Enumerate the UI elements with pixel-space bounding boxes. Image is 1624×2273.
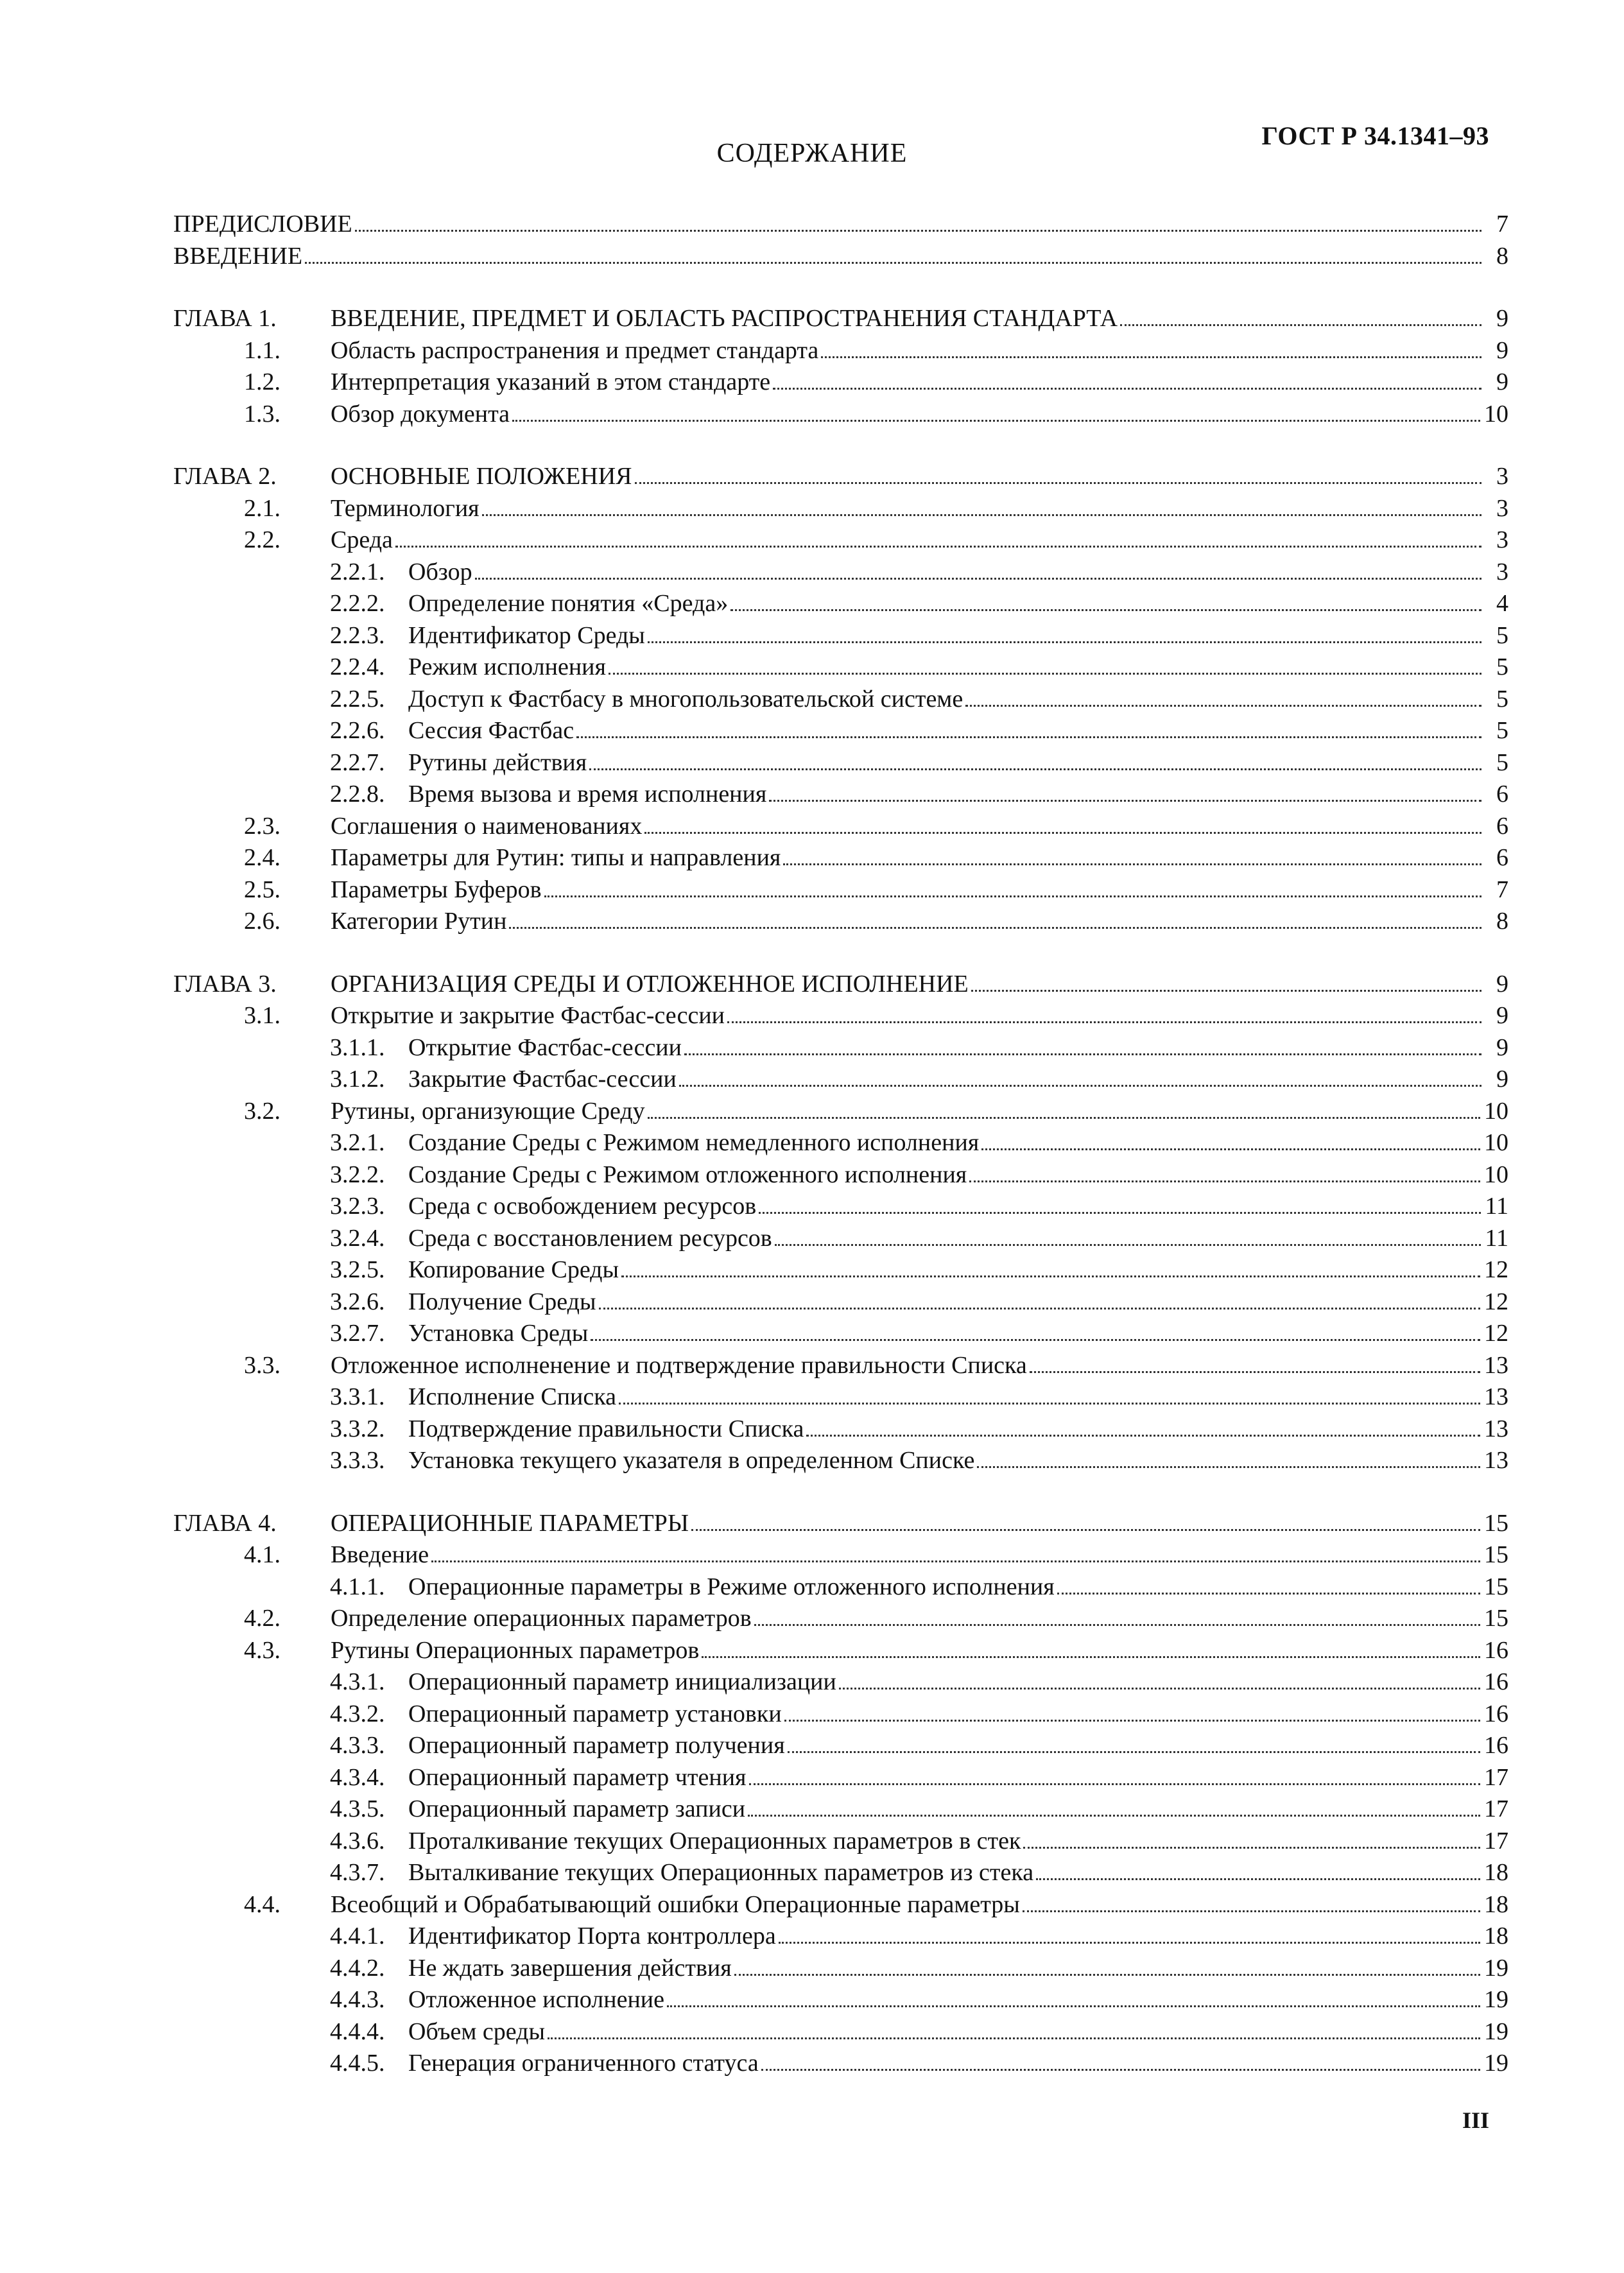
toc-entry-number: 2.5. xyxy=(244,876,281,903)
toc-entry-title: Режим исполнения xyxy=(408,653,606,680)
dot-leader xyxy=(609,672,1481,675)
toc-entry-number: 2.2.5. xyxy=(330,685,385,713)
toc-entry-number: 3.2.6. xyxy=(330,1288,385,1315)
toc-entry-title: Рутины Операционных параметров xyxy=(331,1636,700,1664)
toc-entry xyxy=(173,1826,1508,1858)
toc-entry-number: 3.2.2. xyxy=(330,1161,385,1188)
toc-entry-page: 17 xyxy=(1484,1763,1508,1791)
toc-entry-title: ОПЕРАЦИОННЫЕ ПАРАМЕТРЫ xyxy=(331,1509,689,1537)
toc-entry xyxy=(173,1318,1508,1350)
page-title: СОДЕРЖАНИЕ xyxy=(716,139,908,168)
dot-leader xyxy=(482,514,1481,516)
toc-entry-title: Закрытие Фастбас-сессии xyxy=(408,1066,677,1093)
toc-entry xyxy=(173,1953,1508,1985)
toc-entry xyxy=(173,1603,1508,1635)
toc-entry xyxy=(173,1286,1508,1318)
toc-entry-number: 3.2. xyxy=(244,1097,281,1125)
toc-entry-page: 13 xyxy=(1484,1383,1508,1410)
toc-entry xyxy=(173,241,1508,273)
toc-entry-page: 3 xyxy=(1496,494,1508,522)
dot-leader xyxy=(730,609,1481,611)
dot-leader xyxy=(749,1783,1480,1785)
toc-entry-title: Сессия Фастбас xyxy=(408,717,574,744)
dot-leader xyxy=(783,863,1481,865)
toc-entry-title: Среда xyxy=(331,526,393,553)
toc-entry-page: 11 xyxy=(1485,1193,1508,1220)
toc-entry-number: 4.3.5. xyxy=(330,1795,385,1822)
dot-leader xyxy=(784,1719,1480,1722)
toc-entry-page: 9 xyxy=(1496,336,1508,364)
toc-entry-page: 6 xyxy=(1496,781,1508,808)
toc-entry-number: 2.6. xyxy=(244,908,281,935)
toc-entry-page: 10 xyxy=(1484,1097,1508,1125)
toc-entry-title: Создание Среды с Режимом отложенного исполнения xyxy=(408,1161,967,1188)
toc-entry-title: Открытие Фастбас-сессии xyxy=(408,1033,682,1061)
toc-entry-number: 4.3.2. xyxy=(330,1700,385,1727)
toc-entry-number: 2.2.1. xyxy=(330,558,385,585)
toc-entry xyxy=(173,1508,1508,1540)
toc-entry-number: 4.4.2. xyxy=(330,1954,385,1982)
toc-entry-page: 19 xyxy=(1484,1954,1508,1982)
dot-leader xyxy=(977,1465,1480,1468)
toc-entry-number: 3.2.3. xyxy=(330,1193,385,1220)
toc-entry-number: 1.3. xyxy=(244,400,281,428)
toc-entry-title: Установка Среды xyxy=(408,1320,589,1347)
dot-leader xyxy=(679,1084,1481,1087)
toc-entry xyxy=(173,1254,1508,1286)
toc-entry-number: 4.3.6. xyxy=(330,1827,385,1854)
dot-leader xyxy=(619,1402,1480,1404)
toc-entry-page: 9 xyxy=(1496,1033,1508,1061)
toc-entry-title: ВВЕДЕНИЕ, ПРЕДМЕТ И ОБЛАСТЬ РАСПРОСТРАНЕНИЯ СТАНДАРТА xyxy=(331,305,1118,332)
toc-entry xyxy=(173,588,1508,620)
toc-entry-title: Отложенное исполненение и подтверждение правильности Списка xyxy=(331,1351,1027,1379)
toc-entry-title: Операционный параметр чтения xyxy=(408,1763,747,1791)
dot-leader xyxy=(576,736,1481,738)
toc-entry-page: 17 xyxy=(1484,1827,1508,1854)
toc-entry-number: 2.2.7. xyxy=(330,748,385,776)
dot-leader xyxy=(839,1687,1480,1690)
dot-leader xyxy=(821,356,1481,358)
toc-entry-number: 3.2.1. xyxy=(330,1129,385,1156)
toc-entry-page: 5 xyxy=(1496,717,1508,744)
toc-entry xyxy=(173,303,1508,335)
toc-entry-number: 2.2.3. xyxy=(330,621,385,649)
toc-entry-page: 3 xyxy=(1496,526,1508,553)
toc-entry-page: 4 xyxy=(1496,590,1508,617)
toc-entry-title: ПРЕДИСЛОВИЕ xyxy=(173,211,352,238)
toc-entry-title: Исполнение Списка xyxy=(408,1383,616,1410)
table-of-contents xyxy=(173,209,1508,2080)
toc-entry-title: Копирование Среды xyxy=(408,1256,619,1283)
toc-entry-title: Доступ к Фастбасу в многопользовательской системе xyxy=(408,685,963,713)
dot-leader xyxy=(431,1560,1480,1562)
toc-entry xyxy=(173,557,1508,589)
dot-leader xyxy=(548,2037,1480,2039)
toc-entry-page: 11 xyxy=(1485,1224,1508,1252)
toc-entry-page: 17 xyxy=(1484,1795,1508,1822)
dot-leader xyxy=(667,2005,1480,2007)
toc-entry-number: 4.3.7. xyxy=(330,1859,385,1886)
toc-entry-number: 1.1. xyxy=(244,336,281,364)
toc-entry xyxy=(173,1223,1508,1255)
toc-entry-number: ГЛАВА 1. xyxy=(173,305,277,332)
toc-entry-title: Рутины действия xyxy=(408,748,587,776)
toc-entry-title: Генерация ограниченного статуса xyxy=(408,2050,759,2077)
toc-entry-page: 19 xyxy=(1484,1986,1508,2013)
toc-entry-page: 5 xyxy=(1496,685,1508,713)
toc-entry-title: Создание Среды с Режимом немедленного исполнения xyxy=(408,1129,980,1156)
dot-leader xyxy=(512,419,1480,422)
toc-entry-page: 18 xyxy=(1484,1890,1508,1918)
toc-entry-page: 9 xyxy=(1496,1002,1508,1029)
toc-entry-number: 2.2. xyxy=(244,526,281,553)
toc-entry-title: Определение понятия «Среда» xyxy=(408,590,729,617)
toc-entry-title: ОРГАНИЗАЦИЯ СРЕДЫ И ОТЛОЖЕННОЕ ИСПОЛНЕНИЕ xyxy=(331,970,969,998)
toc-entry xyxy=(173,620,1508,652)
toc-entry-number: ГЛАВА 3. xyxy=(173,970,277,998)
toc-entry-page: 15 xyxy=(1484,1541,1508,1568)
toc-entry xyxy=(173,1730,1508,1762)
dot-leader xyxy=(691,1528,1480,1531)
toc-entry-number: 4.1. xyxy=(244,1541,281,1568)
toc-entry xyxy=(173,1381,1508,1413)
toc-entry xyxy=(173,1571,1508,1603)
toc-entry-page: 6 xyxy=(1496,812,1508,840)
dot-leader xyxy=(761,2068,1480,2071)
toc-entry xyxy=(173,715,1508,747)
toc-entry-page: 7 xyxy=(1496,211,1508,238)
toc-entry-page: 19 xyxy=(1484,2050,1508,2077)
toc-entry-number: 4.3. xyxy=(244,1636,281,1664)
toc-entry-title: Всеобщий и Обрабатывающий ошибки Операционные параметры xyxy=(331,1890,1020,1918)
dot-leader xyxy=(599,1307,1481,1309)
toc-entry xyxy=(173,1413,1508,1446)
toc-entry xyxy=(173,335,1508,367)
dot-leader xyxy=(1036,1878,1480,1880)
toc-entry xyxy=(173,1191,1508,1223)
toc-entry xyxy=(173,1762,1508,1794)
toc-entry xyxy=(173,1666,1508,1698)
dot-leader xyxy=(684,1053,1481,1055)
toc-entry-page: 15 xyxy=(1484,1573,1508,1600)
dot-leader xyxy=(644,831,1481,834)
toc-entry-title: ВВЕДЕНИЕ xyxy=(173,242,303,270)
toc-entry-number: 4.4. xyxy=(244,1890,281,1918)
toc-entry-title: Обзор xyxy=(408,558,472,585)
toc-entry-number: 2.4. xyxy=(244,844,281,871)
toc-entry-number: 4.2. xyxy=(244,1605,281,1632)
toc-entry-title: Идентификатор Среды xyxy=(408,621,645,649)
toc-entry-page: 8 xyxy=(1496,908,1508,935)
toc-entry-number: 3.2.7. xyxy=(330,1320,385,1347)
toc-entry-title: Операционные параметры в Режиме отложенного исполнения xyxy=(408,1573,1055,1600)
toc-entry-number: 3.1.1. xyxy=(330,1033,385,1061)
dot-leader xyxy=(748,1814,1480,1817)
toc-entry xyxy=(173,842,1508,874)
toc-entry-title: Открытие и закрытие Фастбас-сессии xyxy=(331,1002,725,1029)
dot-leader xyxy=(779,1941,1480,1944)
toc-entry-number: 2.1. xyxy=(244,494,281,522)
toc-entry-page: 9 xyxy=(1496,368,1508,395)
toc-entry-number: 4.4.3. xyxy=(330,1986,385,2013)
toc-entry-page: 15 xyxy=(1484,1605,1508,1632)
toc-entry-title: Операционный параметр записи xyxy=(408,1795,746,1822)
toc-entry xyxy=(173,1635,1508,1667)
toc-entry xyxy=(173,684,1508,716)
dot-leader xyxy=(648,1116,1480,1119)
toc-entry-number: 3.3.3. xyxy=(330,1447,385,1474)
toc-entry-page: 12 xyxy=(1484,1320,1508,1347)
toc-entry xyxy=(173,1889,1508,1921)
toc-entry xyxy=(173,969,1508,1001)
dot-leader xyxy=(635,481,1481,484)
toc-entry-page: 7 xyxy=(1496,876,1508,903)
toc-entry-title: Среда с освобождением ресурсов xyxy=(408,1193,757,1220)
toc-entry-title: Операционный параметр установки xyxy=(408,1700,782,1727)
dot-leader xyxy=(648,641,1481,643)
toc-entry-title: Терминология xyxy=(331,494,479,522)
dot-leader xyxy=(1023,1846,1480,1849)
toc-entry xyxy=(173,1000,1508,1032)
toc-entry xyxy=(173,1445,1508,1477)
toc-entry-number: 3.2.4. xyxy=(330,1224,385,1252)
dot-leader xyxy=(702,1655,1480,1658)
dot-leader xyxy=(788,1750,1480,1753)
toc-entry xyxy=(173,399,1508,431)
toc-entry-page: 9 xyxy=(1496,305,1508,332)
toc-entry-number: 3.3.2. xyxy=(330,1415,385,1442)
dot-leader xyxy=(589,768,1481,770)
page-number: III xyxy=(1462,2107,1489,2133)
toc-entry xyxy=(173,1350,1508,1382)
toc-entry-title: Подтверждение правильности Списка xyxy=(408,1415,804,1442)
toc-entry xyxy=(173,1127,1508,1159)
toc-entry-page: 16 xyxy=(1484,1668,1508,1695)
toc-entry-title: Категории Рутин xyxy=(331,908,507,935)
toc-entry-page: 13 xyxy=(1484,1447,1508,1474)
toc-entry-title: Параметры для Рутин: типы и направления xyxy=(331,844,781,871)
toc-entry-page: 5 xyxy=(1496,621,1508,649)
toc-entry-page: 13 xyxy=(1484,1351,1508,1379)
toc-entry-title: Область распространения и предмет стандарта xyxy=(331,336,819,364)
toc-entry-title: Параметры Буферов xyxy=(331,876,542,903)
dot-leader xyxy=(1120,324,1481,326)
dot-leader xyxy=(1030,1370,1480,1373)
toc-entry-number: 4.4.5. xyxy=(330,2050,385,2077)
toc-entry xyxy=(173,1921,1508,1953)
toc-entry-title: Определение операционных параметров xyxy=(331,1605,752,1632)
toc-entry-number: 4.4.1. xyxy=(330,1923,385,1949)
toc-entry-number: 4.1.1. xyxy=(330,1573,385,1600)
toc-entry-number: ГЛАВА 4. xyxy=(173,1509,277,1537)
toc-entry-title: Выталкивание текущих Операционных параметров из стека xyxy=(408,1859,1034,1886)
toc-entry-page: 18 xyxy=(1484,1923,1508,1949)
toc-entry-title: Рутины, организующие Среду xyxy=(331,1097,645,1125)
toc-entry xyxy=(173,1096,1508,1128)
toc-entry-number: 3.2.5. xyxy=(330,1256,385,1283)
toc-entry xyxy=(173,2016,1508,2048)
toc-entry xyxy=(173,874,1508,906)
dot-leader xyxy=(971,989,1481,992)
dot-leader xyxy=(734,1973,1480,1976)
dot-leader xyxy=(754,1623,1480,1626)
dot-leader xyxy=(965,704,1481,707)
toc-entry xyxy=(173,906,1508,938)
toc-entry-title: Операционный параметр инициализации xyxy=(408,1668,836,1695)
toc-entry-title: Идентификатор Порта контроллера xyxy=(408,1923,776,1949)
toc-entry xyxy=(173,779,1508,811)
toc-entry-title: Получение Среды xyxy=(408,1288,596,1315)
toc-entry-page: 9 xyxy=(1496,970,1508,998)
toc-entry-number: 4.4.4. xyxy=(330,2018,385,2045)
dot-leader xyxy=(1057,1592,1480,1595)
toc-entry xyxy=(173,209,1508,241)
dot-leader xyxy=(305,261,1481,264)
toc-entry-number: 4.3.3. xyxy=(330,1732,385,1759)
dot-leader xyxy=(981,1148,1480,1150)
toc-entry-number: 1.2. xyxy=(244,368,281,395)
toc-entry xyxy=(173,1159,1508,1191)
toc-entry xyxy=(173,811,1508,843)
dot-leader xyxy=(1023,1910,1480,1912)
toc-entry xyxy=(173,1064,1508,1096)
toc-entry-page: 10 xyxy=(1484,1129,1508,1156)
toc-entry-title: Отложенное исполнение xyxy=(408,1986,664,2013)
toc-entry-title: Операционный параметр получения xyxy=(408,1732,785,1759)
dot-leader xyxy=(727,1021,1481,1023)
toc-entry-title: Установка текущего указателя в определенном Списке xyxy=(408,1447,975,1474)
toc-entry-number: 2.2.4. xyxy=(330,653,385,680)
toc-entry-title: Среда с восстановлением ресурсов xyxy=(408,1224,772,1252)
toc-entry-title: Соглашения о наименованиях xyxy=(331,812,643,840)
toc-entry-page: 13 xyxy=(1484,1415,1508,1442)
toc-entry-page: 3 xyxy=(1496,558,1508,585)
toc-entry xyxy=(173,2048,1508,2080)
toc-entry-page: 15 xyxy=(1484,1509,1508,1537)
toc-entry-number: 3.3.1. xyxy=(330,1383,385,1410)
toc-entry xyxy=(173,747,1508,779)
toc-entry xyxy=(173,652,1508,684)
toc-entry xyxy=(173,1857,1508,1889)
toc-entry-number: 3.1.2. xyxy=(330,1066,385,1093)
dot-leader xyxy=(806,1434,1480,1437)
toc-entry-title: Введение xyxy=(331,1541,429,1568)
toc-entry-number: 4.3.1. xyxy=(330,1668,385,1695)
toc-entry-title: Время вызова и время исполнения xyxy=(408,781,767,808)
dot-leader xyxy=(509,926,1481,929)
toc-entry-page: 18 xyxy=(1484,1859,1508,1886)
toc-entry-page: 16 xyxy=(1484,1636,1508,1664)
toc-entry-page: 5 xyxy=(1496,748,1508,776)
toc-entry-number: 2.2.2. xyxy=(330,590,385,617)
toc-entry-page: 16 xyxy=(1484,1700,1508,1727)
toc-entry-title: ОСНОВНЫЕ ПОЛОЖЕНИЯ xyxy=(331,463,632,490)
toc-entry-number: 2.2.8. xyxy=(330,781,385,808)
toc-entry-number: ГЛАВА 2. xyxy=(173,463,277,490)
toc-entry xyxy=(173,461,1508,493)
toc-entry-page: 10 xyxy=(1484,400,1508,428)
toc-entry xyxy=(173,1032,1508,1064)
toc-entry-title: Проталкивание текущих Операционных параметров в стек xyxy=(408,1827,1021,1854)
toc-entry xyxy=(173,1793,1508,1826)
toc-entry-title: Интерпретация указаний в этом стандарте xyxy=(331,368,771,395)
toc-entry-title: Не ждать завершения действия xyxy=(408,1954,732,1982)
toc-entry-page: 19 xyxy=(1484,2018,1508,2045)
dot-leader xyxy=(621,1275,1480,1277)
toc-entry-number: 3.1. xyxy=(244,1002,281,1029)
dot-leader xyxy=(355,229,1481,232)
toc-entry xyxy=(173,1698,1508,1731)
toc-entry xyxy=(173,1539,1508,1571)
dot-leader xyxy=(775,1243,1481,1246)
standard-code: ГОСТ Р 34.1341–93 xyxy=(1261,121,1489,150)
dot-leader xyxy=(969,1180,1480,1182)
toc-entry-page: 16 xyxy=(1484,1732,1508,1759)
toc-entry xyxy=(173,524,1508,557)
toc-entry-title: Обзор документа xyxy=(331,400,510,428)
toc-entry xyxy=(173,493,1508,525)
toc-entry-number: 2.2.6. xyxy=(330,717,385,744)
toc-entry-page: 3 xyxy=(1496,463,1508,490)
dot-leader xyxy=(769,799,1481,802)
toc-entry xyxy=(173,367,1508,399)
toc-entry-number: 2.3. xyxy=(244,812,281,840)
toc-entry xyxy=(173,1984,1508,2016)
dot-leader xyxy=(475,577,1481,580)
toc-entry-number: 3.3. xyxy=(244,1351,281,1379)
toc-entry-page: 8 xyxy=(1496,242,1508,270)
toc-entry-page: 9 xyxy=(1496,1066,1508,1093)
toc-entry-page: 10 xyxy=(1484,1161,1508,1188)
dot-leader xyxy=(395,545,1481,548)
toc-entry-page: 12 xyxy=(1484,1288,1508,1315)
dot-leader xyxy=(591,1338,1480,1341)
dot-leader xyxy=(773,387,1481,390)
toc-entry-page: 6 xyxy=(1496,844,1508,871)
dot-leader xyxy=(759,1211,1481,1214)
toc-entry-title: Объем среды xyxy=(408,2018,545,2045)
toc-entry-number: 4.3.4. xyxy=(330,1763,385,1791)
toc-entry-page: 5 xyxy=(1496,653,1508,680)
toc-entry-page: 12 xyxy=(1484,1256,1508,1283)
dot-leader xyxy=(544,895,1481,897)
